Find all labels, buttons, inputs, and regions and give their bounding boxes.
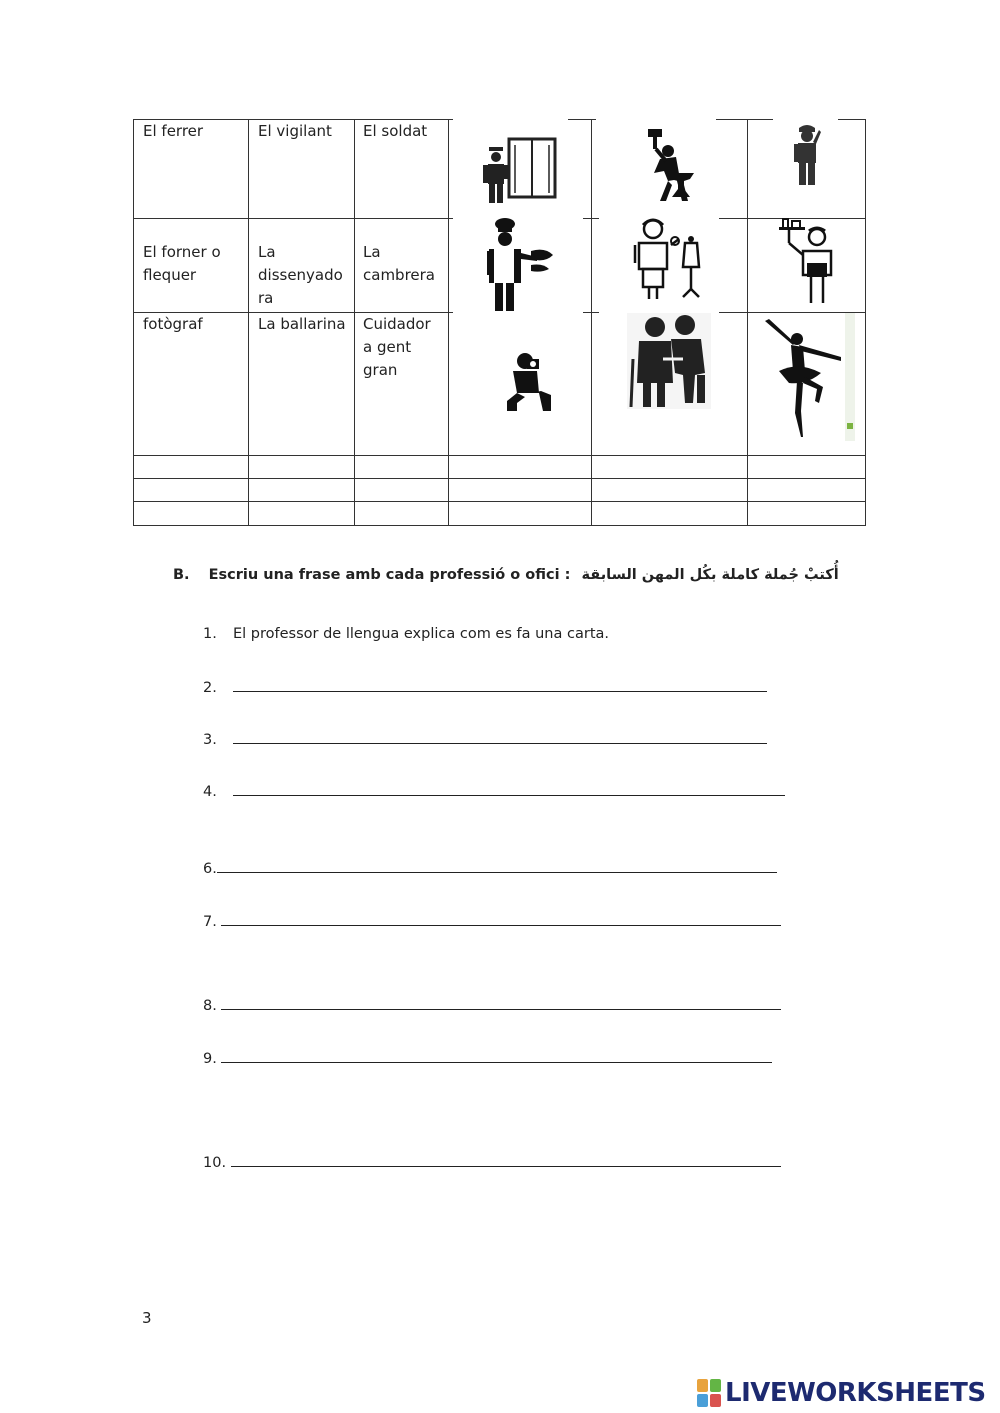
cell-el-ferrer: El ferrer bbox=[143, 122, 204, 140]
sentence-4 bbox=[203, 782, 785, 800]
cell-el-vigilant: El vigilant bbox=[258, 122, 332, 140]
blacksmith-icon bbox=[638, 127, 696, 203]
cell-la-ballarina: La ballarina bbox=[258, 315, 346, 333]
waitress-icon bbox=[775, 217, 839, 307]
designer-icon bbox=[633, 217, 703, 301]
baker-icon bbox=[485, 217, 555, 313]
cell-el-forner: El forner o flequer bbox=[143, 243, 221, 284]
security-guard-icon bbox=[481, 137, 557, 205]
sentence-8 bbox=[203, 996, 781, 1014]
cell-la-dissenyadora: La dissenyado ra bbox=[258, 243, 343, 307]
cell-fotograf: fotògraf bbox=[143, 315, 203, 333]
sentence-3 bbox=[203, 730, 767, 748]
item-number: 4. bbox=[203, 784, 217, 800]
photographer-icon bbox=[503, 351, 555, 413]
item-number: 2. bbox=[203, 680, 217, 696]
cell-cuidador: Cuidador a gent gran bbox=[363, 315, 431, 379]
professions-table bbox=[133, 119, 866, 526]
cell-el-soldat: El soldat bbox=[363, 122, 428, 140]
logo-text: LIVEWORKSHEETS bbox=[725, 1378, 986, 1408]
answer-line-10[interactable] bbox=[231, 1153, 781, 1167]
liveworksheets-logo[interactable] bbox=[697, 1378, 986, 1408]
sentence-1 bbox=[203, 626, 609, 642]
section-letter: B. bbox=[173, 567, 190, 583]
item-number: 10. bbox=[203, 1155, 227, 1171]
answer-line-9[interactable] bbox=[221, 1049, 772, 1063]
answer-line-3[interactable] bbox=[233, 730, 767, 744]
section-instruction-arabic: أُكتبْ جُملة كاملة بكُل المهن السابقة bbox=[581, 567, 839, 583]
item-number: 1. bbox=[203, 626, 217, 642]
answer-line-8[interactable] bbox=[221, 996, 781, 1010]
item-number: 7. bbox=[203, 914, 217, 930]
item-number: 6. bbox=[203, 861, 217, 877]
answer-line-2[interactable] bbox=[233, 678, 767, 692]
sentence-7 bbox=[203, 912, 781, 930]
section-b-title bbox=[173, 567, 839, 583]
item-number: 8. bbox=[203, 998, 217, 1014]
cell-la-cambrera: La cambrera bbox=[363, 243, 435, 284]
example-sentence: El professor de llengua explica com es fa una carta. bbox=[233, 626, 609, 642]
soldier-icon bbox=[791, 124, 823, 186]
ballerina-icon bbox=[761, 313, 861, 441]
item-number: 3. bbox=[203, 732, 217, 748]
answer-line-6[interactable] bbox=[217, 859, 777, 873]
section-instruction: Escriu una frase amb cada professió o ofici : bbox=[208, 567, 571, 583]
sentence-6 bbox=[203, 859, 777, 877]
sentence-9 bbox=[203, 1049, 772, 1067]
page-number: 3 bbox=[142, 1309, 152, 1327]
answer-line-7[interactable] bbox=[221, 912, 781, 926]
sentence-10 bbox=[203, 1153, 781, 1171]
logo-blocks-icon bbox=[697, 1379, 721, 1407]
item-number: 9. bbox=[203, 1051, 217, 1067]
elderly-care-icon bbox=[627, 313, 711, 409]
answer-line-4[interactable] bbox=[233, 782, 785, 796]
sentence-2 bbox=[203, 678, 767, 696]
